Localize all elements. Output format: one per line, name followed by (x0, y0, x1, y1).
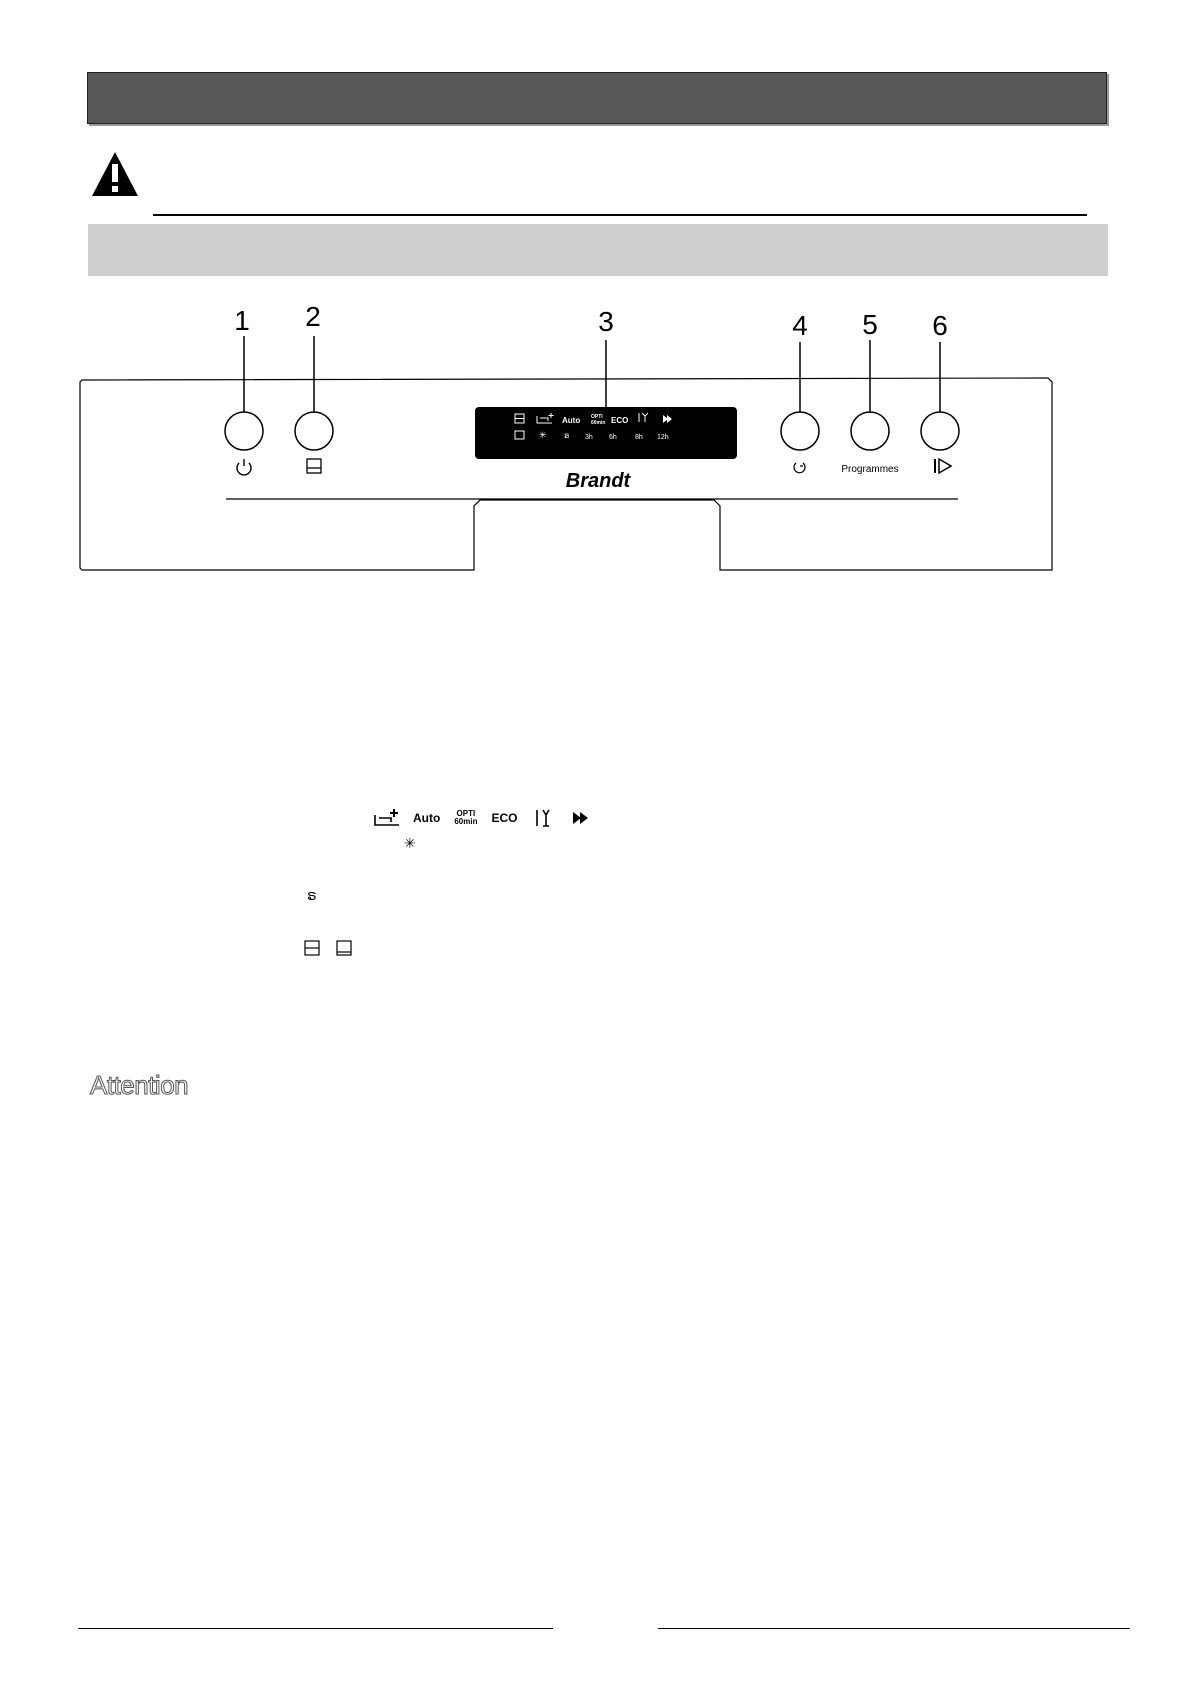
delay-icon (794, 463, 805, 473)
callout-3: 3 (598, 306, 614, 337)
half-load-button[interactable] (295, 412, 333, 450)
footer-rule-left (78, 1628, 553, 1629)
extra-clean-icon (373, 807, 401, 829)
glass-icon (533, 808, 553, 828)
callout-4: 4 (792, 310, 808, 341)
display-time-6h: 6h (609, 434, 617, 441)
warning-triangle-icon (90, 150, 140, 198)
display-snowflake-icon: ✳ (539, 431, 547, 441)
brand-logo: Brandt (565, 470, 631, 492)
power-icon (237, 459, 251, 475)
eco-label: ECO (491, 811, 518, 825)
callout-leaders (244, 336, 940, 412)
warning-underline (153, 214, 1087, 216)
snowflake-icon: ✳ (404, 836, 416, 852)
programmes-button[interactable] (851, 412, 889, 450)
callout-5: 5 (862, 309, 878, 340)
start-pause-icon (934, 459, 951, 473)
half-load-icon (307, 459, 321, 473)
rinse-aid-icon: ຣ (307, 888, 317, 904)
footer-rule-right (658, 1628, 1130, 1629)
opti-60min-label: OPTI 60min (454, 809, 478, 826)
display-time-8h: 8h (635, 434, 643, 441)
subsection-title-bar (88, 224, 1108, 276)
attention-heading: Attention (90, 1070, 189, 1100)
display-rinse-aid-icon: ຣ (564, 431, 570, 440)
display-opti-top: OPTI (591, 414, 603, 420)
display-auto: Auto (562, 416, 581, 425)
control-panel-diagram (78, 300, 1108, 575)
lower-basket-icon (336, 940, 352, 956)
display-time-3h: 3h (585, 434, 593, 441)
quick-wash-icon (571, 810, 591, 826)
icon-line-programmes (373, 807, 591, 829)
display-screen (475, 407, 737, 459)
display-eco: ECO (611, 416, 629, 425)
auto-label: Auto (413, 811, 441, 825)
callout-2: 2 (305, 301, 321, 332)
display-opti-bottom: 60min (591, 420, 606, 426)
section-title-bar (87, 72, 1107, 124)
upper-basket-icon (304, 940, 320, 956)
callout-6: 6 (932, 310, 948, 341)
start-pause-button[interactable] (921, 412, 959, 450)
power-button[interactable] (225, 412, 263, 450)
programmes-label: Programmes (841, 464, 899, 475)
delay-start-button[interactable] (781, 412, 819, 450)
display-time-12h: 12h (657, 434, 669, 441)
callout-1: 1 (234, 305, 250, 336)
